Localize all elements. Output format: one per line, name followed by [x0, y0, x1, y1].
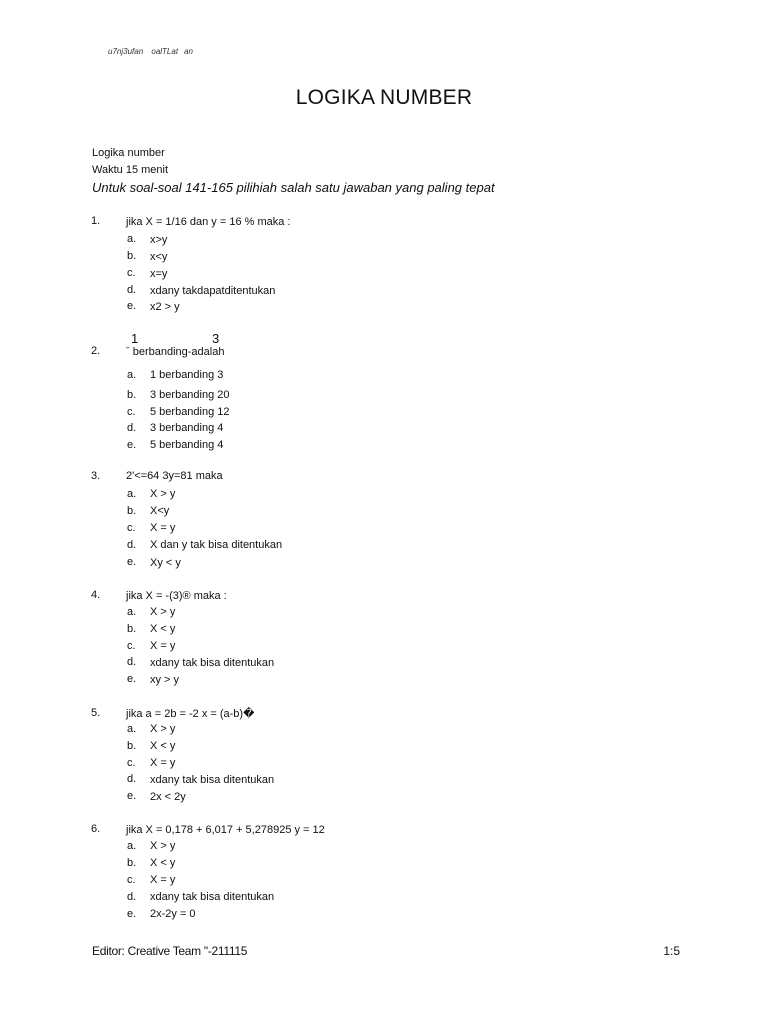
- option-text: xdany tak bisa ditentukan: [150, 891, 275, 903]
- option-letter: c.: [127, 874, 136, 886]
- option-letter: b.: [127, 389, 137, 401]
- option-text: X = y: [150, 874, 176, 886]
- meta-duration: Waktu 15 menit: [92, 164, 169, 176]
- option-text: X<y: [150, 505, 170, 517]
- option-letter: d.: [127, 284, 137, 296]
- option-letter: e.: [127, 673, 137, 685]
- option-letter: c.: [127, 757, 136, 769]
- option-text: x2 > y: [150, 301, 180, 313]
- question-text: 2'<=64 3y=81 maka: [126, 470, 223, 482]
- option-letter: c.: [127, 640, 136, 652]
- question-text: jika a = 2b = -2 x = (a-b)�: [126, 708, 255, 720]
- option-text: X < y: [150, 857, 176, 869]
- option-letter: c.: [127, 522, 136, 534]
- question-number: 4.: [91, 589, 101, 601]
- option-letter: e.: [127, 439, 137, 451]
- option-text: 2x < 2y: [150, 791, 186, 803]
- option-text: 5 berbanding 4: [150, 439, 224, 451]
- option-letter: c.: [127, 406, 136, 418]
- option-text: 3 berbanding 4: [150, 422, 224, 434]
- question-number: 2.: [91, 345, 101, 357]
- option-text: X < y: [150, 740, 176, 752]
- option-letter: e.: [127, 300, 137, 312]
- option-text: xy > y: [150, 674, 180, 686]
- option-letter: d.: [127, 891, 137, 903]
- option-text: X = y: [150, 640, 176, 652]
- option-letter: b.: [127, 505, 137, 517]
- option-letter: b.: [127, 857, 137, 869]
- footer-editor: Editor: Creative Team "-211115: [92, 944, 248, 958]
- option-letter: a.: [127, 233, 137, 245]
- question-number: 1.: [91, 215, 101, 227]
- option-text: X dan y tak bisa ditentukan: [150, 539, 283, 551]
- option-text: X < y: [150, 623, 176, 635]
- footer-page-number: 1:5: [663, 944, 680, 958]
- option-text: xdany tak bisa ditentukan: [150, 657, 275, 669]
- question-text: jika X = 1/16 dan y = 16 % maka :: [126, 216, 291, 228]
- option-text: X > y: [150, 488, 176, 500]
- option-letter: e.: [127, 556, 137, 568]
- option-text: 3 berbanding 20: [150, 389, 230, 401]
- option-text: x>y: [150, 234, 168, 246]
- option-letter: a.: [127, 488, 137, 500]
- option-letter: c.: [127, 267, 136, 279]
- question-number: 5.: [91, 707, 101, 719]
- option-text: x=y: [150, 268, 168, 280]
- option-letter: b.: [127, 623, 137, 635]
- option-letter: d.: [127, 422, 137, 434]
- option-letter: a.: [127, 723, 137, 735]
- option-text: X = y: [150, 757, 176, 769]
- option-text: 1 berbanding 3: [150, 369, 224, 381]
- option-letter: b.: [127, 250, 137, 262]
- option-letter: a.: [127, 840, 137, 852]
- option-text: X > y: [150, 840, 176, 852]
- question-number: 6.: [91, 823, 101, 835]
- option-letter: d.: [127, 656, 137, 668]
- option-letter: e.: [127, 790, 137, 802]
- instruction-text: Untuk soal-soal 141-165 pilihiah salah satu jawaban yang paling tepat: [92, 180, 495, 195]
- option-letter: a.: [127, 606, 137, 618]
- meta-subject: Logika number: [92, 147, 165, 159]
- option-text: 5 berbanding 12: [150, 406, 230, 418]
- option-letter: d.: [127, 539, 137, 551]
- option-text: 2x-2y = 0: [150, 908, 196, 920]
- fraction-numerator: 1: [131, 331, 139, 346]
- question-text: jika X = -(3)® maka :: [126, 590, 227, 602]
- option-text: X > y: [150, 723, 176, 735]
- page-title: LOGIKA NUMBER: [295, 86, 473, 109]
- option-text: x<y: [150, 251, 168, 263]
- header-small-text: u7nj3ufan  oalTLat an: [108, 47, 193, 56]
- option-text: xdany tak bisa ditentukan: [150, 774, 275, 786]
- option-text: xdany takdapatditentukan: [150, 285, 276, 297]
- option-text: X = y: [150, 522, 176, 534]
- option-letter: d.: [127, 773, 137, 785]
- question-text: jika X = 0,178 + 6,017 + 5,278925 y = 12: [126, 824, 325, 836]
- option-text: X > y: [150, 606, 176, 618]
- fraction-numerator: 3: [212, 331, 220, 346]
- question-number: 3.: [91, 470, 101, 482]
- option-letter: a.: [127, 369, 137, 381]
- option-text: Xy < y: [150, 557, 181, 569]
- question-text: ˉ berbanding-adalah: [126, 346, 225, 358]
- option-letter: b.: [127, 740, 137, 752]
- option-letter: e.: [127, 908, 137, 920]
